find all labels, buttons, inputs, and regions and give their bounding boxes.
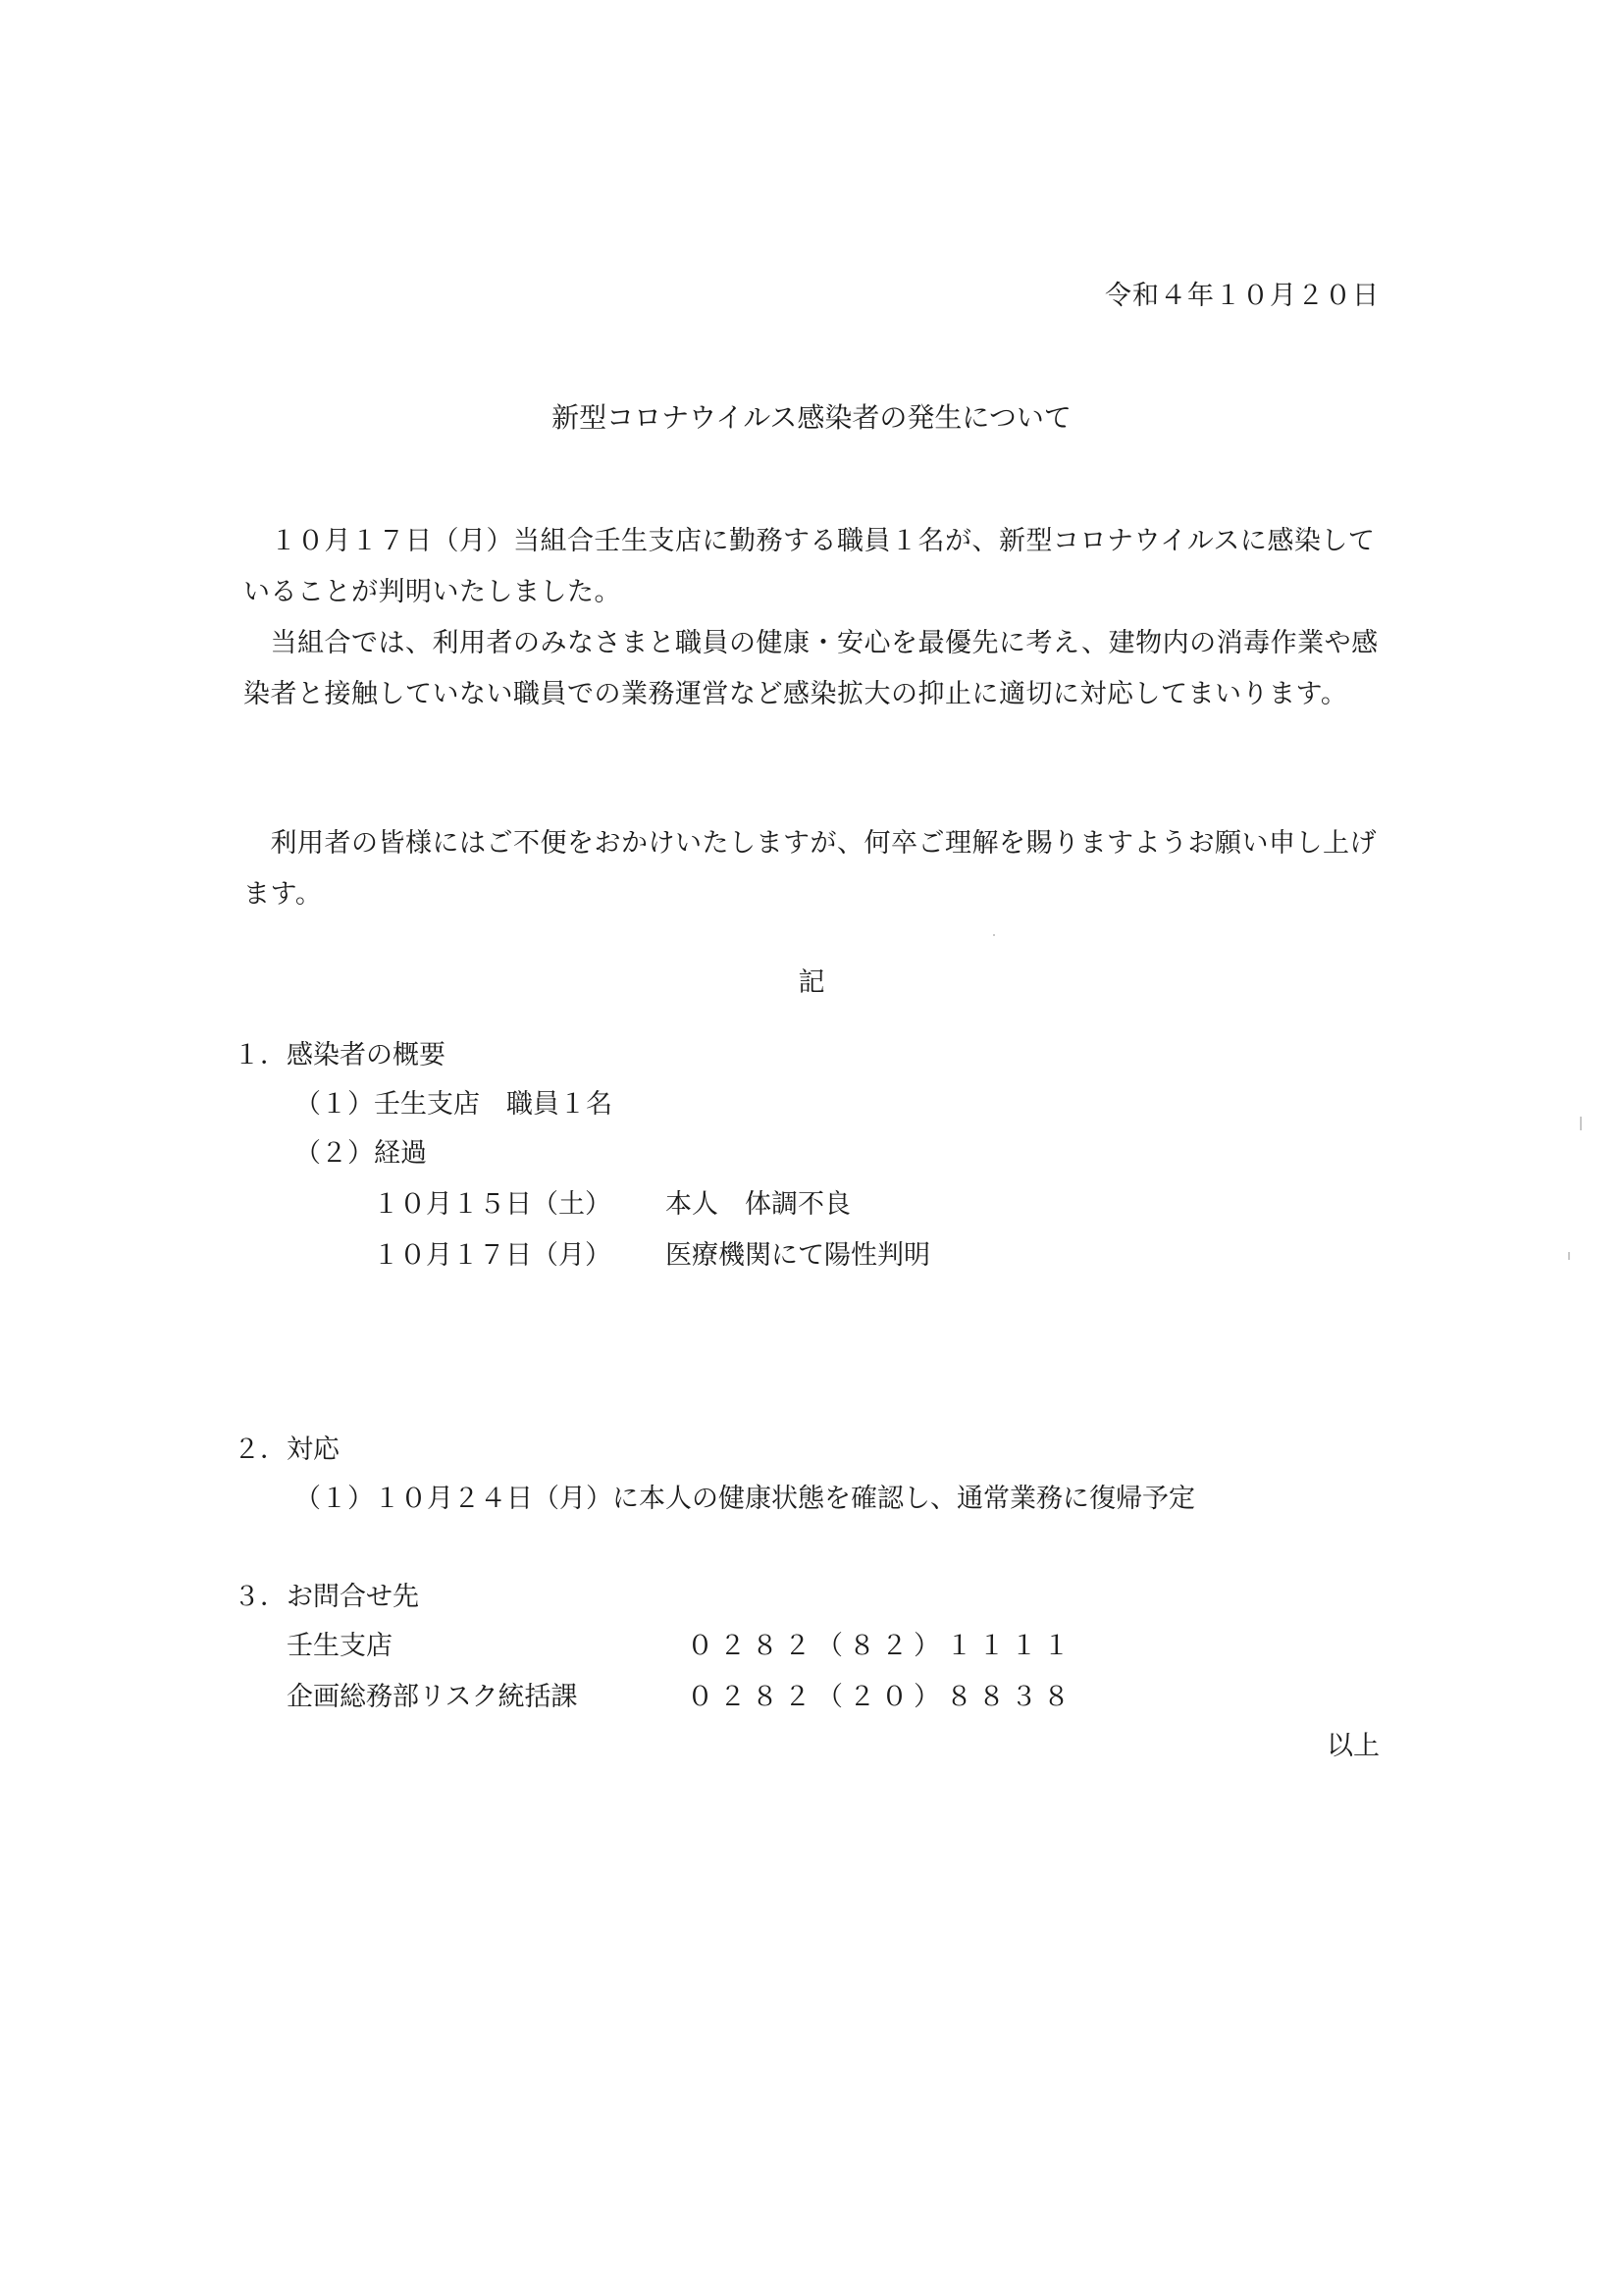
event-text-2: 医療機関にて陽性判明 [665,1240,930,1271]
body-paragraph-apology: 利用者の皆様にはご不便をおかけいたしますが、何卒ご理解を賜りますようお願い申し上げます。 [243,828,1377,910]
document-date: 令和４年１０月２０日 [1105,281,1380,311]
contact-name-2: 企画総務部リスク統括課 [287,1682,578,1712]
scan-speck [993,934,995,936]
event-date-2: １０月１７日（月） [373,1240,611,1271]
body-paragraph-response: 当組合では、利用者のみなさまと職員の健康・安心を最優先に考え、建物内の消毒作業や感染者と接触していない職員での業務運営など感染拡大の抑止に適切に対応してまいります。 [243,628,1379,709]
section-1-item-1: （１）壬生支店 職員１名 [294,1089,612,1120]
contact-name-1: 壬生支店 [287,1631,393,1661]
event-date-1: １０月１５日（土） [373,1189,611,1220]
scan-speck [1580,1117,1582,1130]
contact-phone-1: ０２８２（８２）１１１１ [687,1631,1075,1661]
closing-mark: 以上 [1327,1731,1380,1761]
section-3-heading: ３．お問合せ先 [234,1582,419,1612]
ki-heading: 記 [798,967,825,998]
body-paragraph-announcement: １０月１７日（月）当組合壬生支店に勤務する職員１名が、新型コロナウイルスに感染していることが判明いたしました。 [243,526,1376,607]
scan-speck [1568,1252,1570,1260]
section-2-item-1: （１）１０月２４日（月）に本人の健康状態を確認し、通常業務に復帰予定 [294,1484,1195,1514]
document-title: 新型コロナウイルス感染者の発生について [551,401,1072,434]
section-2-heading: ２．対応 [234,1435,340,1465]
section-1-item-2: （２）経過 [294,1138,427,1169]
event-text-1: 本人 体調不良 [665,1189,851,1220]
section-1-heading: １．感染者の概要 [234,1040,445,1070]
contact-phone-2: ０２８２（２０）８８３８ [687,1682,1075,1712]
